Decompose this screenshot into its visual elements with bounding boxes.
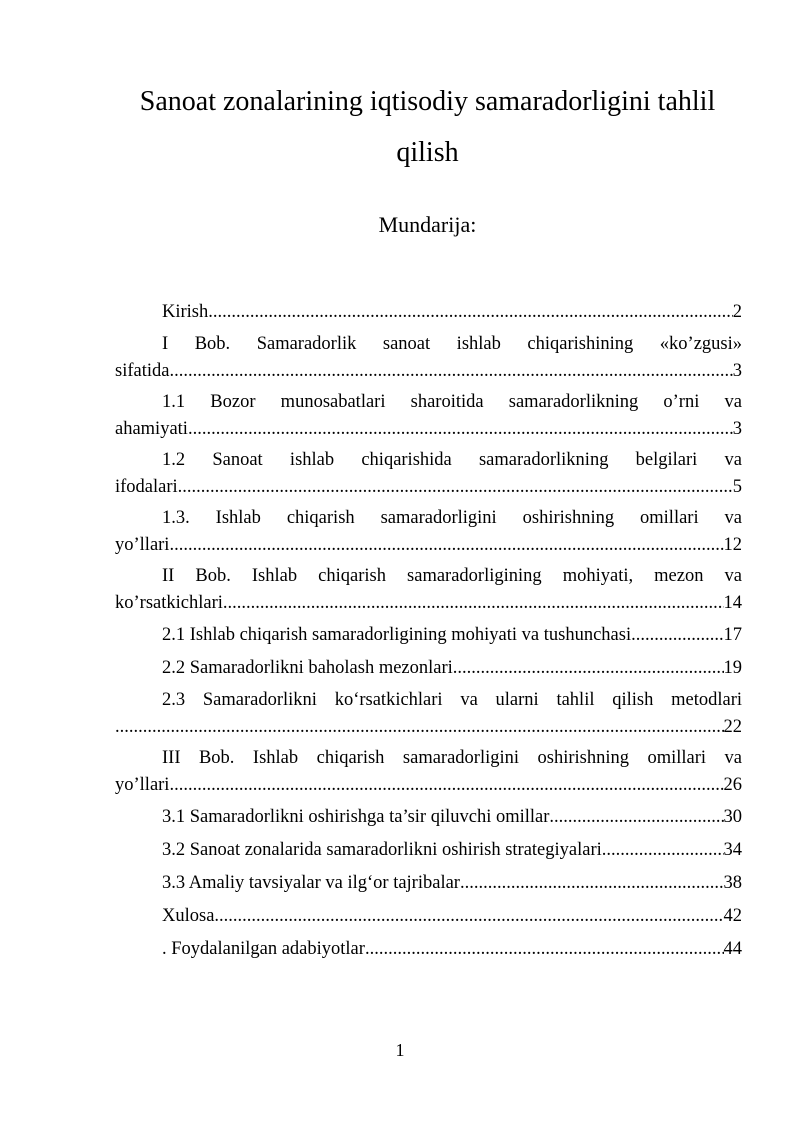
- toc-entry-text-cont: yo’llari: [115, 535, 170, 555]
- toc-page-number: 34: [723, 840, 742, 860]
- toc-page-number: 2: [732, 302, 742, 322]
- toc-page-number: 12: [723, 535, 742, 555]
- toc-entry-1-1: [115, 389, 742, 443]
- toc-entry-text-cont: ifodalari: [115, 477, 178, 497]
- toc-entry-text: 1.2 Sanoat ishlab chiqarishida samaradorlikning belgilari va: [162, 450, 742, 470]
- toc-leader-dots: [214, 902, 723, 931]
- toc-entry-text: . Foydalanilgan adabiyotlar: [162, 939, 365, 959]
- toc-entry-3-2: [115, 836, 742, 865]
- toc-page-number: 30: [723, 807, 742, 827]
- toc-entry-text: 2.2 Samaradorlikni baholash mezonlari: [162, 658, 453, 678]
- toc-leader-dots: [365, 935, 724, 964]
- document-title-line-1: Sanoat zonalarining iqtisodiy samaradorligini tahlil: [139, 86, 716, 117]
- toc-entry-text: 1.3. Ishlab chiqarish samaradorligini oshirishning omillari va: [162, 508, 742, 528]
- toc-entry-text: Kirish: [162, 302, 209, 322]
- toc-entry-chapter-2: [115, 563, 742, 617]
- toc-entry-1-3: [115, 505, 742, 559]
- toc-leader-dots: [631, 621, 723, 650]
- toc-leader-dots: [602, 836, 724, 865]
- toc-entry-text-cont: ahamiyati: [115, 419, 188, 439]
- toc-entry-text-cont: ko’rsatkichlari: [115, 593, 223, 613]
- toc-entry-2-3: [115, 687, 742, 741]
- toc-leader-dots: [223, 590, 724, 617]
- toc-entry-text: II Bob. Ishlab chiqarish samaradorligining mohiyati, mezon va: [162, 566, 742, 586]
- toc-entry-chapter-1: [115, 331, 742, 385]
- table-of-contents: [115, 298, 742, 968]
- page-number: 1: [395, 1040, 405, 1060]
- toc-page-number: 5: [732, 477, 742, 497]
- toc-page-number: 14: [723, 593, 742, 613]
- toc-entry-xulosa: [115, 902, 742, 931]
- toc-leader-dots: [208, 298, 733, 327]
- toc-entry-2-1: [115, 621, 742, 650]
- toc-page-number: 22: [723, 717, 742, 737]
- toc-heading: Mundarija:: [378, 212, 477, 237]
- toc-leader-dots: [169, 532, 723, 559]
- toc-page-number: 3: [732, 419, 742, 439]
- toc-leader-dots: [549, 803, 723, 832]
- toc-leader-dots: [453, 654, 724, 683]
- toc-entry-text: 2.1 Ishlab chiqarish samaradorligining mohiyati va tushunchasi: [162, 625, 632, 645]
- toc-entry-3-1: [115, 803, 742, 832]
- toc-leader-dots: [115, 714, 724, 741]
- toc-entry-text: 2.3 Samaradorlikni ko‘rsatkichlari va ularni tahlil qilish metodlari: [162, 690, 742, 710]
- toc-page-number: 19: [723, 658, 742, 678]
- toc-leader-dots: [169, 358, 732, 385]
- toc-entry-adabiyotlar: [115, 935, 742, 964]
- toc-entry-2-2: [115, 654, 742, 683]
- toc-entry-text: III Bob. Ishlab chiqarish samaradorligini oshirishning omillari va: [162, 748, 742, 768]
- toc-entry-text: 3.3 Amaliy tavsiyalar va ilg‘or tajribalar: [162, 873, 460, 893]
- toc-entry-chapter-3: [115, 745, 742, 799]
- toc-entry-kirish: [115, 298, 742, 327]
- document-title-line-2: qilish: [396, 137, 459, 168]
- toc-entry-text-cont: yo’llari: [115, 775, 170, 795]
- toc-entry-text: 3.1 Samaradorlikni oshirishga ta’sir qiluvchi omillar: [162, 807, 550, 827]
- toc-leader-dots: [188, 416, 733, 443]
- toc-page-number: 44: [723, 939, 742, 959]
- toc-page-number: 38: [723, 873, 742, 893]
- toc-entry-1-2: [115, 447, 742, 501]
- toc-leader-dots: [460, 869, 724, 898]
- toc-page-number: 42: [723, 906, 742, 926]
- toc-entry-text: I Bob. Samaradorlik sanoat ishlab chiqarishining «ko’zgusi»: [162, 334, 742, 354]
- toc-page-number: 17: [723, 625, 742, 645]
- toc-page-number: 3: [732, 361, 742, 381]
- toc-entry-text: Xulosa: [162, 906, 215, 926]
- document-title: [115, 76, 740, 178]
- toc-entry-text: 3.2 Sanoat zonalarida samaradorlikni oshirish strategiyalari: [162, 840, 602, 860]
- toc-entry-text: 1.1 Bozor munosabatlari sharoitida samaradorlikning o’rni va: [162, 392, 742, 412]
- toc-entry-text-cont: sifatida: [115, 361, 170, 381]
- toc-entry-3-3: [115, 869, 742, 898]
- toc-leader-dots: [178, 474, 733, 501]
- toc-leader-dots: [169, 772, 723, 799]
- toc-page-number: 26: [723, 775, 742, 795]
